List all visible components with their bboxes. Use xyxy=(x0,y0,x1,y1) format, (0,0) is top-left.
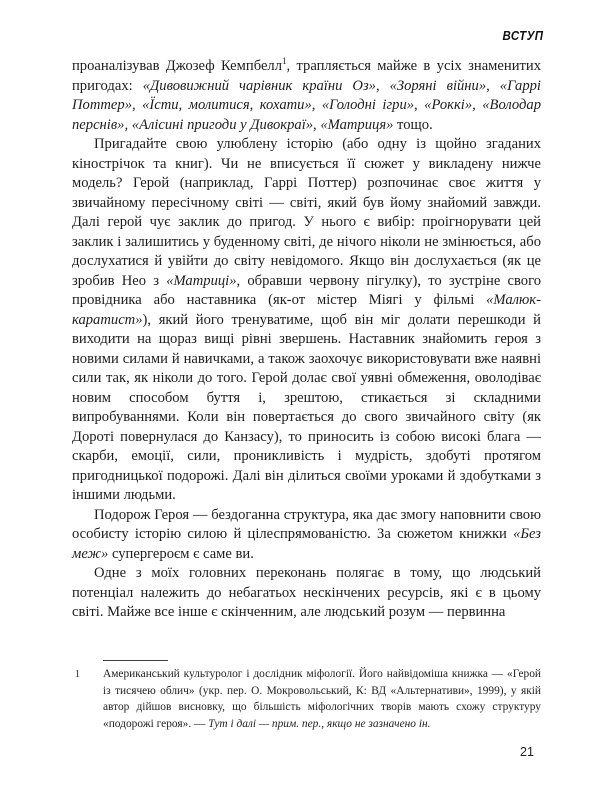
italic-run: «Дивовижний чарівник країни Оз», «Зоряні війни», «Гаррі Поттер», «Їсти, молитися, кохати», «Голодні ігри», «Роккі», «Володар перснів», «Алісині пригоди у Дивокраї», «Матриця» xyxy=(72,77,541,133)
italic-run: «Малюк-каратист» xyxy=(72,292,541,328)
text-run: супергероєм є саме ви. xyxy=(108,545,254,562)
body-paragraph xyxy=(72,506,541,565)
footnote-row xyxy=(72,666,541,732)
italic-run: «Матриці» xyxy=(166,272,237,289)
text-run: , обравши червону пігулку), то зустріне свого провідника або наставника (як-от містер Міягі у фільмі xyxy=(72,272,542,308)
body-paragraph xyxy=(72,135,541,506)
text-run: ), який його тренуватиме, щоб він міг долати перешкоди й виходити на щораз вищі рівні звершень. Наставник знайомить героя з новими силами й навичками, а також заохочує використовувати вже наявні сили так, як ніколи до того. Герой долає свої уявні обмеження, оволодіває новим способом буття і, зрештою, стикається зі складними випробуваннями. Коли він повертається до свого звичайного світу (як Дороті повернулася до Канзасу), то приносить із собою високі блага — скарби, емоції, сили, проникливість і мудрість, здобуті протягом пригодницької подорожі. Далі він ділиться своїми уроками й здобутками з іншими людьми. xyxy=(72,311,541,503)
text-run: Подорож Героя — бездоганна структура, яка дає змогу наповнити свою особисту історію силою й цілеспрямованістю. За сюжетом книжки xyxy=(72,506,541,542)
text-run: Американський культуролог і дослідник міфології. Його найвідоміша книжка — «Герой із тисячею облич» (укр. пер. О. Мокровольський, К: ВД «Альтернативи», 1999), у якій автор дійшов висновку, що більшість міфологічних творів мають схожу структуру «подорожі героя». — xyxy=(103,668,541,730)
page-number: 21 xyxy=(520,745,534,759)
footnote-ref: 1 xyxy=(281,56,287,67)
text-run: Одне з моїх головних переконань полягає в тому, що людський потенціал належить до небагатьох нескінчених ресурсів, які є в цьому світі. Майже все інше є скінченним, але людський розум — первинна xyxy=(72,565,541,620)
running-head: ВСТУП xyxy=(502,29,543,43)
italic-run: «Без меж» xyxy=(72,526,541,562)
text-run: , трапляється майже в усіх знаменитих пригодах: xyxy=(72,58,541,94)
text-run: Пригадайте свою улюблену історію (або одну із щойно згаданих кінострічок та книг). Чи не вписується її сюжет у викладену нижче модель? Герой (наприклад, Гаррі Поттер) розпочинає своє життя у звичайному пересічному світі — світі, який був йому знайомий завжди. Далі герой чує заклик до пригод. У нього є вибір: проігнорувати цей заклик і залишитись у буденному світі, де нічого ніколи не змінюється, або дослухатися й увійти до світу невідомого. Якщо він дослухається (як це зробив Нео з xyxy=(72,136,541,289)
body-text xyxy=(72,57,541,623)
footnote xyxy=(72,660,541,732)
footnote-divider xyxy=(103,660,168,661)
text-run: проаналізував Джозеф Кемпбелл xyxy=(72,58,282,74)
italic-run: Тут і далі — прим. пер., якщо не зазначено ін. xyxy=(208,717,431,730)
text-run: тощо. xyxy=(393,116,433,133)
body-paragraph xyxy=(72,564,541,623)
footnote-text xyxy=(103,666,541,732)
footnote-number: 1 xyxy=(75,669,80,680)
body-paragraph xyxy=(72,57,541,135)
